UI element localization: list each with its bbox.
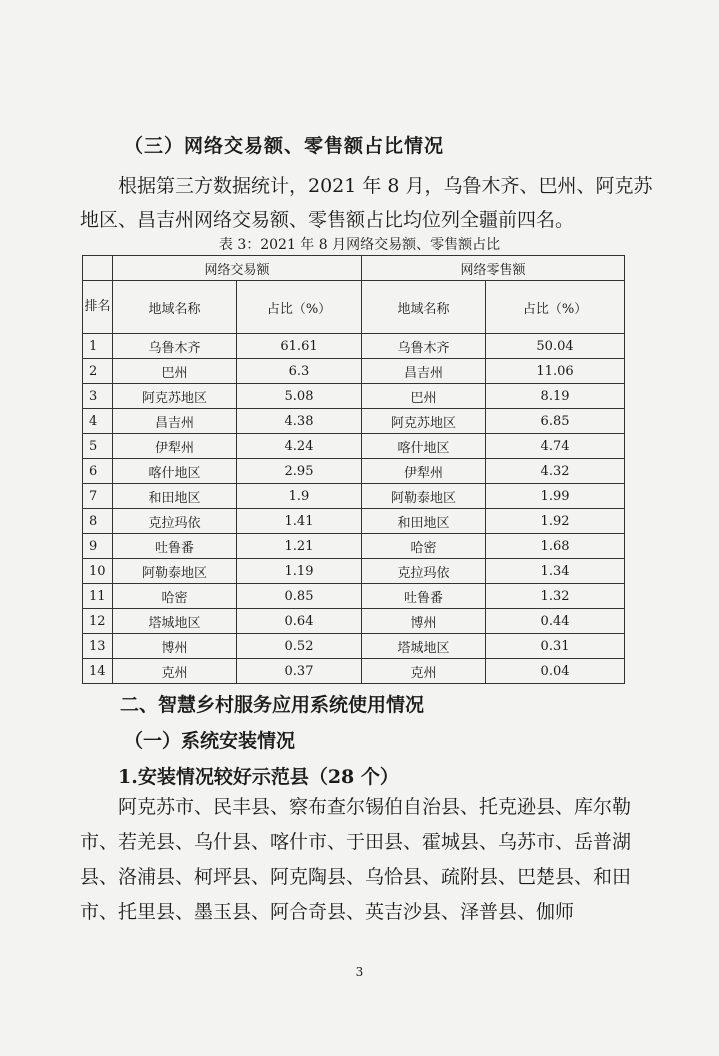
trade-region-cell: 伊犁州 [113,434,237,459]
rank-cell: 5 [83,434,113,459]
table-row [83,559,625,584]
retail-region-cell: 昌吉州 [362,359,486,384]
trade-share-cell: 1.19 [237,559,362,584]
retail-share-cell: 1.99 [486,484,625,509]
rank-cell: 14 [83,659,113,684]
trade-region-cell: 乌鲁木齐 [113,334,237,359]
rank-cell: 6 [83,459,113,484]
retail-share-cell: 0.44 [486,609,625,634]
rank-cell: 8 [83,509,113,534]
trade-share-cell: 0.52 [237,634,362,659]
retail-share-header: 占比（%） [486,281,625,334]
trade-region-cell: 阿克苏地区 [113,384,237,409]
trade-share-cell: 1.41 [237,509,362,534]
retail-region-cell: 乌鲁木齐 [362,334,486,359]
rank-header: 排名 [83,281,113,334]
table-row [83,409,625,434]
item-heading: 1.安装情况较好示范县（28 个） [118,766,399,788]
trade-region-cell: 阿勒泰地区 [113,559,237,584]
table-row [83,584,625,609]
trade-share-cell: 1.9 [237,484,362,509]
table-row [83,609,625,634]
table-row [83,484,625,509]
trade-share-cell: 6.3 [237,359,362,384]
retail-region-cell: 哈密 [362,534,486,559]
trade-region-cell: 博州 [113,634,237,659]
retail-region-cell: 吐鲁番 [362,584,486,609]
retail-share-cell: 11.06 [486,359,625,384]
rank-cell: 7 [83,484,113,509]
retail-share-cell: 50.04 [486,334,625,359]
trade-share-header: 占比（%） [237,281,362,334]
retail-region-cell: 喀什地区 [362,434,486,459]
table-row [83,384,625,409]
retail-share-cell: 1.34 [486,559,625,584]
rank-cell: 10 [83,559,113,584]
rank-cell: 12 [83,609,113,634]
table-row [83,634,625,659]
section2-heading: 二、智慧乡村服务应用系统使用情况 [120,694,425,716]
trade-region-cell: 克拉玛依 [113,509,237,534]
retail-region-cell: 和田地区 [362,509,486,534]
retail-region-cell: 博州 [362,609,486,634]
trade-share-cell: 0.64 [237,609,362,634]
trade-region-cell: 塔城地区 [113,609,237,634]
page-number: 3 [355,965,364,979]
rank-cell: 4 [83,409,113,434]
retail-share-cell: 4.32 [486,459,625,484]
trade-share-cell: 2.95 [237,459,362,484]
share-table [82,255,625,684]
intro-paragraph: 根据第三方数据统计，2021 年 8 月，乌鲁木齐、巴州、阿克苏地区、昌吉州网络交易额、零售额占比均位列全疆前四名。 [80,175,653,231]
trade-region-cell: 喀什地区 [113,459,237,484]
trade-region-cell: 和田地区 [113,484,237,509]
rank-cell: 13 [83,634,113,659]
rank-cell: 3 [83,384,113,409]
rank-cell: 11 [83,584,113,609]
trade-share-cell: 4.24 [237,434,362,459]
table-caption: 表 3：2021 年 8 月网络交易额、零售额占比 [218,237,501,253]
retail-region-cell: 克拉玛依 [362,559,486,584]
trade-region-cell: 克州 [113,659,237,684]
retail-share-cell: 4.74 [486,434,625,459]
retail-region-cell: 伊犁州 [362,459,486,484]
trade-region-cell: 吐鲁番 [113,534,237,559]
retail-region-cell: 阿克苏地区 [362,409,486,434]
county-list-paragraph: 阿克苏市、民丰县、察布查尔锡伯自治县、托克逊县、库尔勒市、若羌县、乌什县、喀什市、于田县、霍城县、乌苏市、岳普湖县、洛浦县、柯坪县、阿克陶县、乌恰县、疏附县、巴楚县、和田市、托里县、墨玉县、阿合奇县、英吉沙县、泽普县、伽师 [80,796,632,923]
retail-region-cell: 克州 [362,659,486,684]
section-heading: （三）网络交易额、零售额占比情况 [124,135,445,157]
rank-cell: 2 [83,359,113,384]
table-row [83,659,625,684]
table-row [83,509,625,534]
retail-share-cell: 1.32 [486,584,625,609]
rank-cell: 1 [83,334,113,359]
rank-header-top [83,256,113,281]
table-row [83,434,625,459]
retail-region-cell: 阿勒泰地区 [362,484,486,509]
retail-share-cell: 8.19 [486,384,625,409]
trade-region-cell: 昌吉州 [113,409,237,434]
trade-group-header: 网络交易额 [113,256,362,281]
retail-region-cell: 巴州 [362,384,486,409]
table-row [83,334,625,359]
retail-region-cell: 塔城地区 [362,634,486,659]
retail-region-header: 地域名称 [362,281,486,334]
trade-region-cell: 哈密 [113,584,237,609]
table-row [83,359,625,384]
trade-share-cell: 0.85 [237,584,362,609]
retail-share-cell: 0.04 [486,659,625,684]
retail-share-cell: 6.85 [486,409,625,434]
trade-share-cell: 4.38 [237,409,362,434]
retail-share-cell: 0.31 [486,634,625,659]
subsection-heading: （一）系统安装情况 [124,730,296,752]
trade-region-header: 地域名称 [113,281,237,334]
table-row [83,459,625,484]
trade-region-cell: 巴州 [113,359,237,384]
retail-group-header: 网络零售额 [362,256,625,281]
retail-share-cell: 1.92 [486,509,625,534]
trade-share-cell: 5.08 [237,384,362,409]
retail-share-cell: 1.68 [486,534,625,559]
trade-share-cell: 0.37 [237,659,362,684]
rank-cell: 9 [83,534,113,559]
trade-share-cell: 61.61 [237,334,362,359]
trade-share-cell: 1.21 [237,534,362,559]
table-row [83,534,625,559]
